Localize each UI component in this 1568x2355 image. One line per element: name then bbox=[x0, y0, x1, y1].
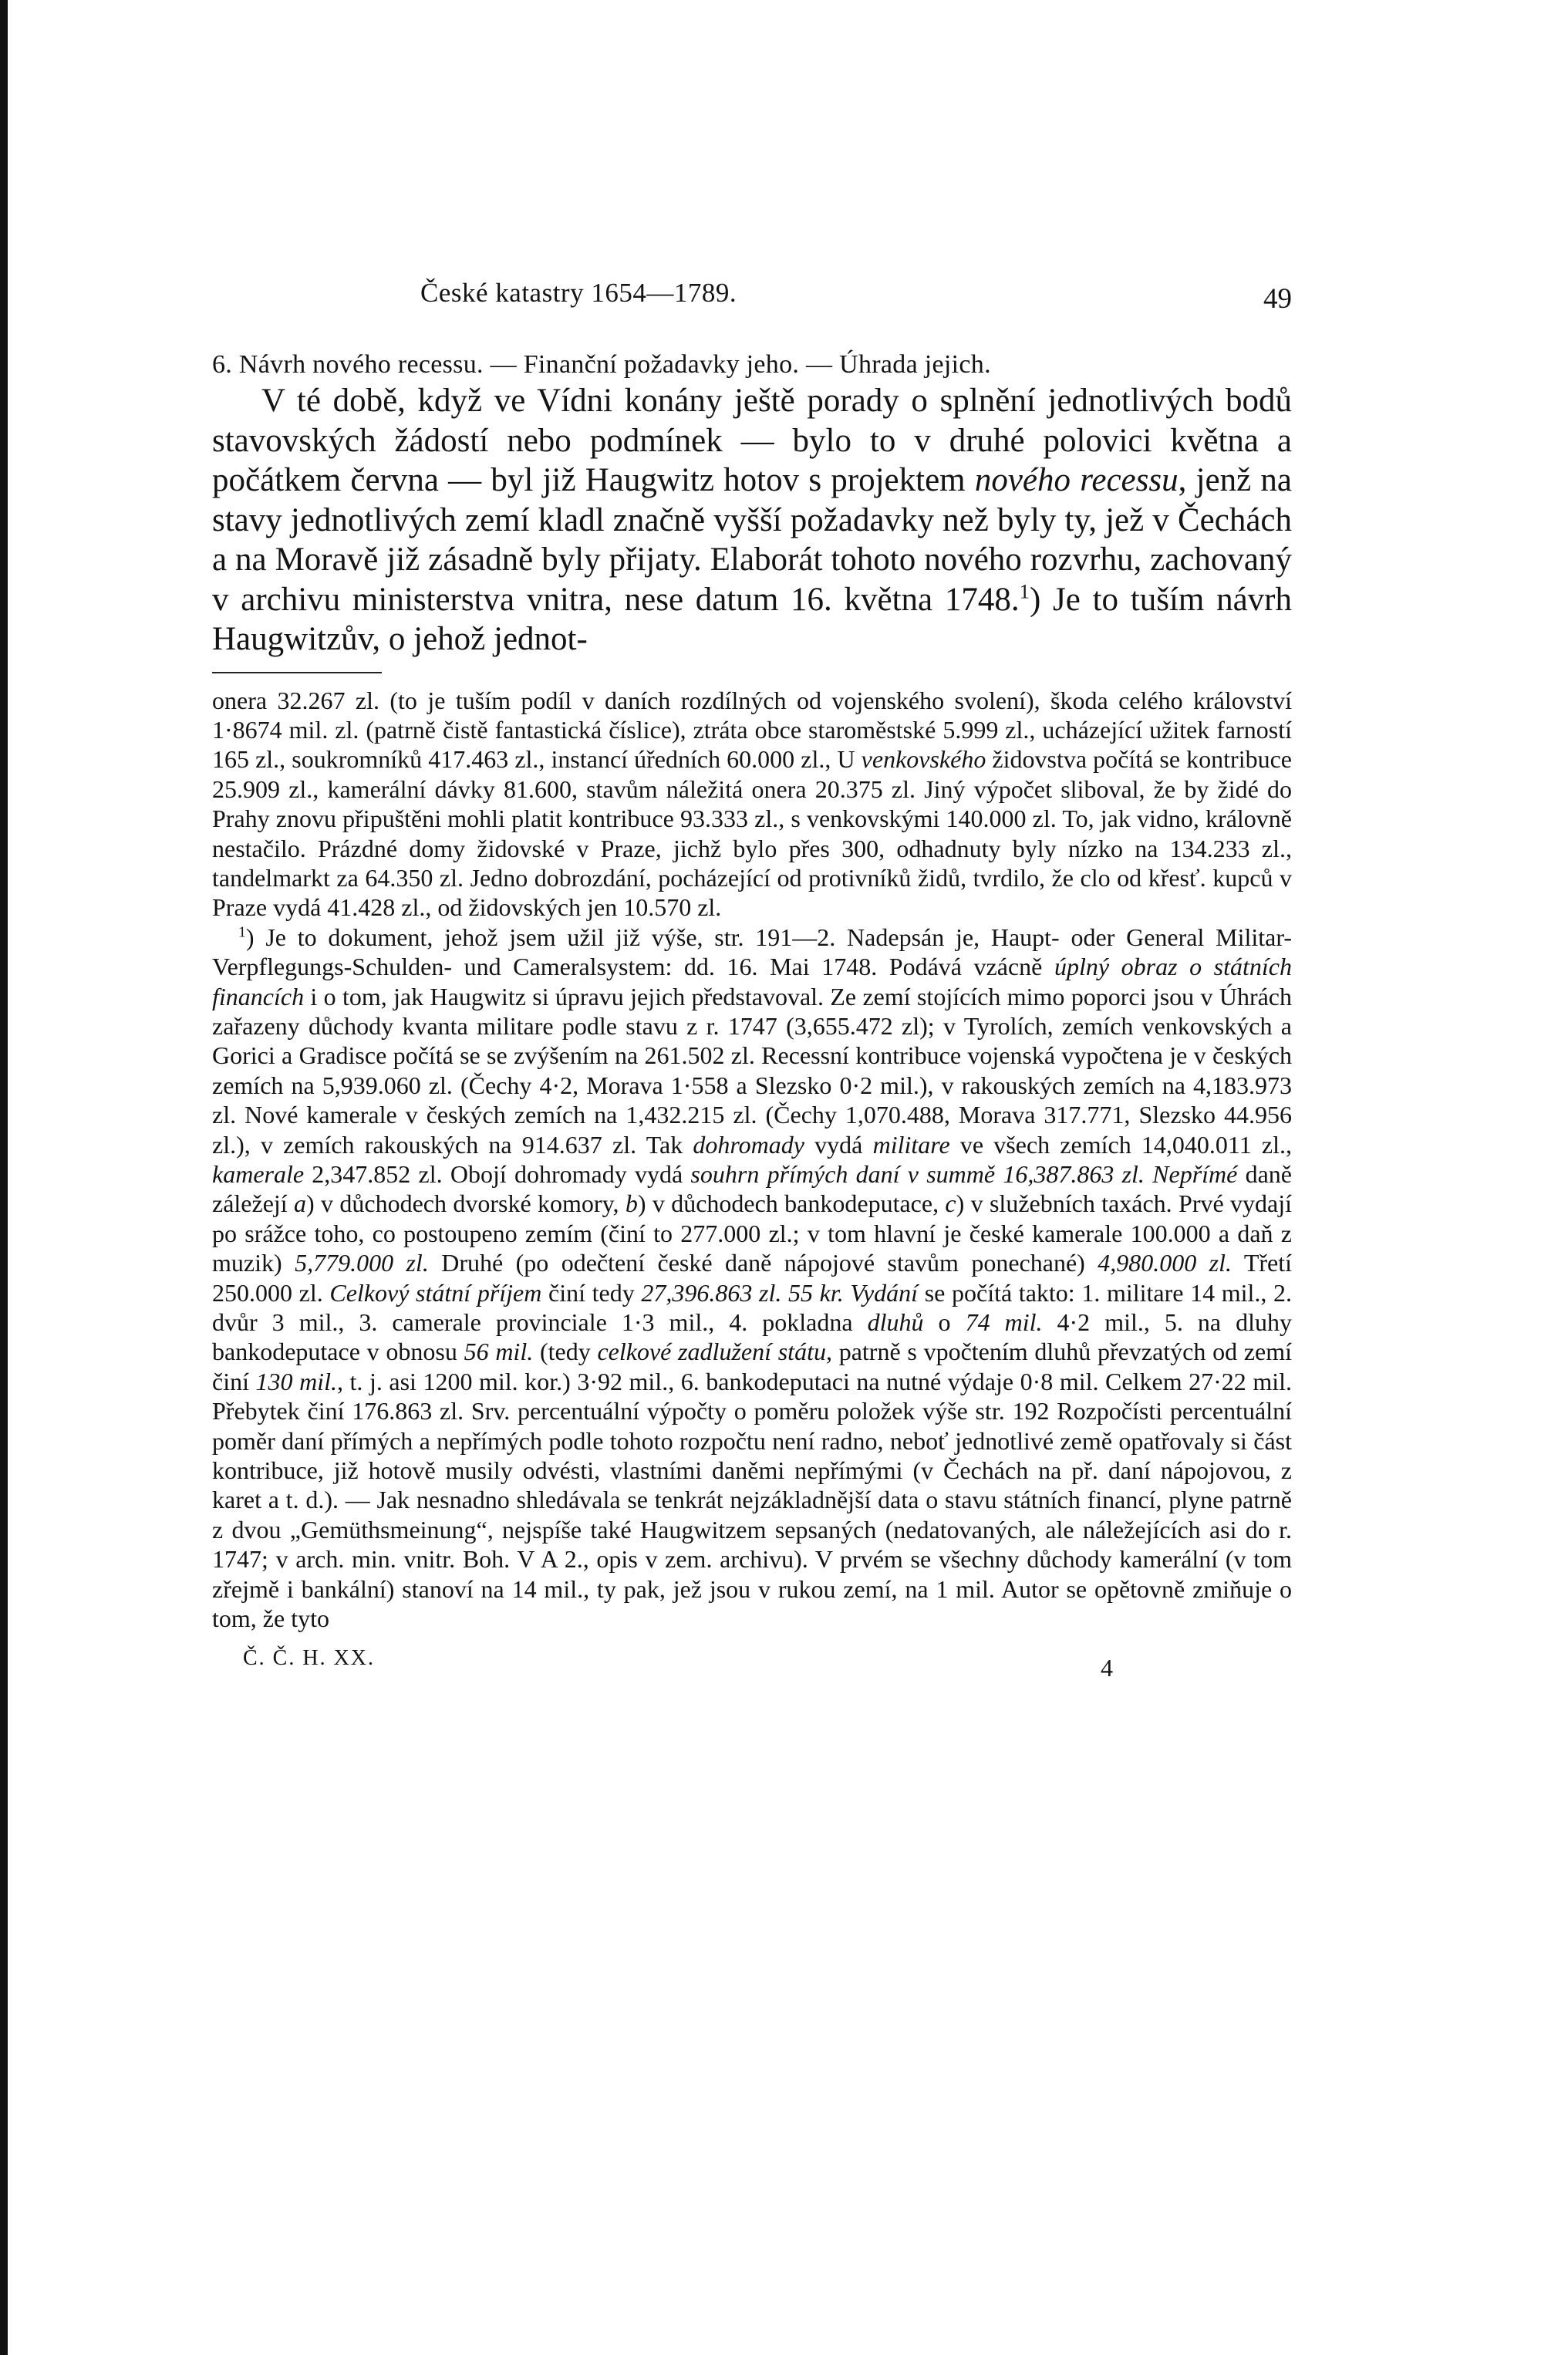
running-head bbox=[212, 278, 1292, 324]
footnote-continued: onera 32.267 zl. (to je tuším podíl v daních rozdílných od vojenského svolení), škoda celého království 1·8674 mil. zl. (patrně čistě fantastická číslice), ztráta obce staroměstské 5.999 zl., ucházející užitek farností 165 zl., soukromníků 417.463 zl., instancí úředních 60.000 zl., U venkovského židovstva počítá se kontribuce 25.909 zl., kamerální dávky 81.600, stavům náležitá onera 20.375 zl. Jiný výpočet sliboval, že by židé do Prahy znovu připuštěni mohli platit kontribuce 93.333 zl., s venkovskými 140.000 zl. To, jak vidno, královně nestačilo. Prázdné domy židovské v Praze, jichž bylo přes 300, odhadnuty byly nízko na 134.233 zl., tandelmarkt za 64.350 zl. Jedno dobrozdání, pocházející od protivníků židů, tvrdilo, že clo od křesť. kupců v Praze vydá 41.428 zl., od židovských jen 10.570 zl. bbox=[212, 686, 1293, 922]
running-title: České katastry 1654—1789. bbox=[420, 278, 737, 308]
section-title: 6. Návrh nového recessu. — Finanční požadavky jeho. — Úhrada jejich. bbox=[212, 350, 991, 379]
main-paragraph: V té době, když ve Vídni konány ještě porady o splnění jednotlivých bodů stavovských žádostí nebo podmínek — bylo to v druhé polovici května a počátkem června — byl již Haugwitz hotov s projektem nového recessu, jenž na stavy jednotlivých zemí kladl značně vyšší požadavky než byly ty, jež v Čechách a na Moravě již zásadně byly přijaty. Elaborát tohoto nového rozvrhu, zachovaný v archivu ministerstva vnitra, nese datum 16. května 1748.$^1$) Je to tuším návrh Haugwitzův, o jehož jednot- bbox=[212, 383, 1292, 657]
footnote-marker: 1 bbox=[238, 923, 246, 941]
emphasis-text: nového recessu bbox=[974, 462, 1179, 498]
sheet-number: 4 bbox=[1101, 1653, 1113, 1682]
page-footer bbox=[212, 1646, 1292, 1685]
book-page bbox=[212, 278, 1292, 1685]
footnote-reference: 1 bbox=[1019, 579, 1030, 603]
footnote-divider bbox=[212, 672, 382, 673]
footnote-1: $^1$) Je to dokument, jehož jsem užil již výše, str. 191—2. Nadepsán je, Haupt- oder General Militar-Verpflegungs-Schulden- und Cameralsystem: dd. 16. Mai 1748. Podává vzácně úplný obraz o státních financích i o tom, jak Haugwitz si úpravu jejich představoval. Ze zemí stojících mimo poporci jsou v Úhrách zařazeny důchody kvanta militare podle stavu z r. 1747 (3,655.472 zl); v Tyrolích, zemích venkovských a Gorici a Gradisce počítá se se zvýšením na 261.502 zl. Recessní kontribuce vojenská vypočtena je v českých zemích na 5,939.060 zl. (Čechy 4·2, Morava 1·558 a Slezsko 0·2 mil.), v rakouských zemích na 4,183.973 zl. Nové kamerale v českých zemích na 1,432.215 zl. (Čechy 1,070.488, Morava 317.771, Slezsko 44.956 zl.), v zemích rakouských na 914.637 zl. Tak dohromady vydá militare ve všech zemích 14,040.011 zl., kamerale 2,347.852 zl. Obojí dohromady vydá souhrn přímých daní v summě 16,387.863 zl. Nepřímé daně záležejí a) v důchodech dvorské komory, b) v důchodech bankodeputace, c) v služebních taxách. Prvé vydají po srážce toho, co postoupeno zemím (činí to 277.000 zl.; v tom hlavní je české kamerale 100.000 a daň z muzik) 5,779.000 zl. Druhé (po odečtení české daně nápojové stavům ponechané) 4,980.000 zl. Třetí 250.000 zl. Celkový státní příjem činí tedy 27,396.863 zl. 55 kr. Vydání se počítá takto: 1. militare 14 mil., 2. dvůr 3 mil., 3. camerale provinciale 1·3 mil., 4. pokladna dluhů o 74 mil. 4·2 mil., 5. na dluhy bankodeputace v obnosu 56 mil. (tedy celkové zadlužení státu, patrně s vpočtením dluhů převzatých od zemí činí 130 mil., t. j. asi 1200 mil. kor.) 3·92 mil., 6. bankodeputaci na nutné výdaje 0·8 mil. Celkem 27·22 mil. Přebytek činí 176.863 zl. Srv. percentuální výpočty o poměru položek výše str. 192 Rozpočísti percentuální poměr daní přímých a nepřímých podle tohoto rozpočtu není radno, neboť jednotlivé země opatřovaly si část kontribuce, již hotově musily odvésti, vlastními daněmi nepřímými (v Čechách na př. daní nápojovou, z karet a t. d.). — Jak nesnadno shledávala se tenkrát nejzákladnější data o stavu státních financí, plyne patrně z dvou „Gemüthsmeinung“, nejspíše také Haugwitzem sepsaných (nedatovaných, ale náležejících asi do r. 1747; v arch. min. vnitr. Boh. V A 2., opis v zem. archivu). V prvém se všechny důchody kamerální (v tom zřejmě i bankální) stanoví na 14 mil., ty pak, jež jsou v rukou zemí, na 1 mil. Autor se opětovně zmiňuje o tom, že tyto bbox=[212, 923, 1293, 1633]
journal-signature: Č. Č. H. XX. bbox=[243, 1645, 376, 1670]
scan-edge bbox=[0, 0, 8, 2355]
page-number: 49 bbox=[1263, 283, 1292, 315]
